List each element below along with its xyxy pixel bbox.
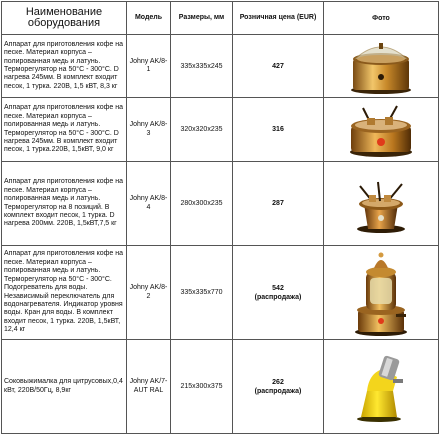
row-price: [233, 162, 324, 246]
row-description: Аппарат для приготовления кофе на песке. Материал корпуса – полированная медь и латунь. Термoрегулятор на 50°С - 300°С. D нагрева 245мм. В комплект входит песок, 1 турка. 220В, 1,5 кВТ, 8,3 кг: [2, 35, 127, 98]
row-dims: 335x335x770: [171, 246, 233, 340]
sand-coffee-machine-low-photo: [341, 102, 421, 158]
row-model: Johny AK/8-2: [127, 246, 171, 340]
row-description: Аппарат для приготовления кофе на песке. Материал корпуса – полированная медь и латунь. Термoрегулятор на 50°С - 300°С. D нагрева 245мм. В комплект входит песок, 1 турка.220В, 1,5кВТ, 9,0 кг: [2, 98, 127, 162]
price-value: 316: [272, 126, 284, 133]
row-price: [233, 246, 324, 340]
table-row: [2, 35, 439, 98]
row-dims: 280x300x235: [171, 162, 233, 246]
product-photo: [324, 35, 439, 98]
header-name: Наименование оборудования: [2, 2, 127, 35]
table-row: [2, 98, 439, 162]
sand-coffee-machine-with-boiler-photo: [348, 250, 414, 336]
row-price: [233, 340, 324, 434]
row-model: Johny AK/8-4: [127, 162, 171, 246]
sand-coffee-machine-round-photo: [341, 37, 421, 95]
product-photo: [324, 340, 439, 434]
row-model: Johny AK/7-AUT RAL: [127, 340, 171, 434]
row-description: Аппарат для приготовления кофе на песке. Материал корпуса – полированная медь и латунь. Термoрегулятор на 8 позиций. В комплект входит песок, 1 турка. D нагрева 200мм. 220В, 1,5кВТ,7,5 кг: [2, 162, 127, 246]
price-note: (распродажа): [254, 293, 302, 301]
row-description: Аппарат для приготовления кофе на песке. Материал корпуса – полированная медь и латунь. Термoрегулятор на 50°С - 300°С. Подогреватель для воды. Независимый переключатель для водонагревателя. Индикатор уровня воды. Кран для воды. В комплект входит песок, 1 турка. 220В, 1,5кВТ, 12,4 кг: [2, 246, 127, 340]
price-value: 262: [272, 378, 284, 386]
table-row: [2, 340, 439, 434]
row-price: [233, 98, 324, 162]
row-dims: 320x320x235: [171, 98, 233, 162]
sand-coffee-machine-small-photo: [342, 174, 420, 234]
row-price: [233, 35, 324, 98]
header-dims: Размеры, мм: [171, 2, 233, 35]
header-price: Розничная цена (EUR): [233, 2, 324, 35]
price-value: 287: [272, 200, 284, 207]
row-model: Johny AK/8-3: [127, 98, 171, 162]
citrus-juicer-photo: [353, 351, 409, 423]
price-value: 427: [272, 62, 284, 70]
header-row: [2, 2, 439, 35]
product-photo: [324, 98, 439, 162]
row-description: Соковыжималка для цитрусовых,0,4 кВт, 220В/50Гц, 8,9кг: [2, 340, 127, 434]
product-photo: [324, 246, 439, 340]
row-model: Johny AK/8-1: [127, 35, 171, 98]
table-row: [2, 246, 439, 340]
row-dims: 215x300x375: [171, 340, 233, 434]
price-note: (распродажа): [254, 387, 302, 395]
row-dims: 335x335x245: [171, 35, 233, 98]
table-row: [2, 162, 439, 246]
price-table: [1, 1, 439, 434]
product-photo: [324, 162, 439, 246]
header-model: Модель: [127, 2, 171, 35]
header-photo: Фото: [324, 2, 439, 35]
price-value: 542: [272, 284, 284, 292]
